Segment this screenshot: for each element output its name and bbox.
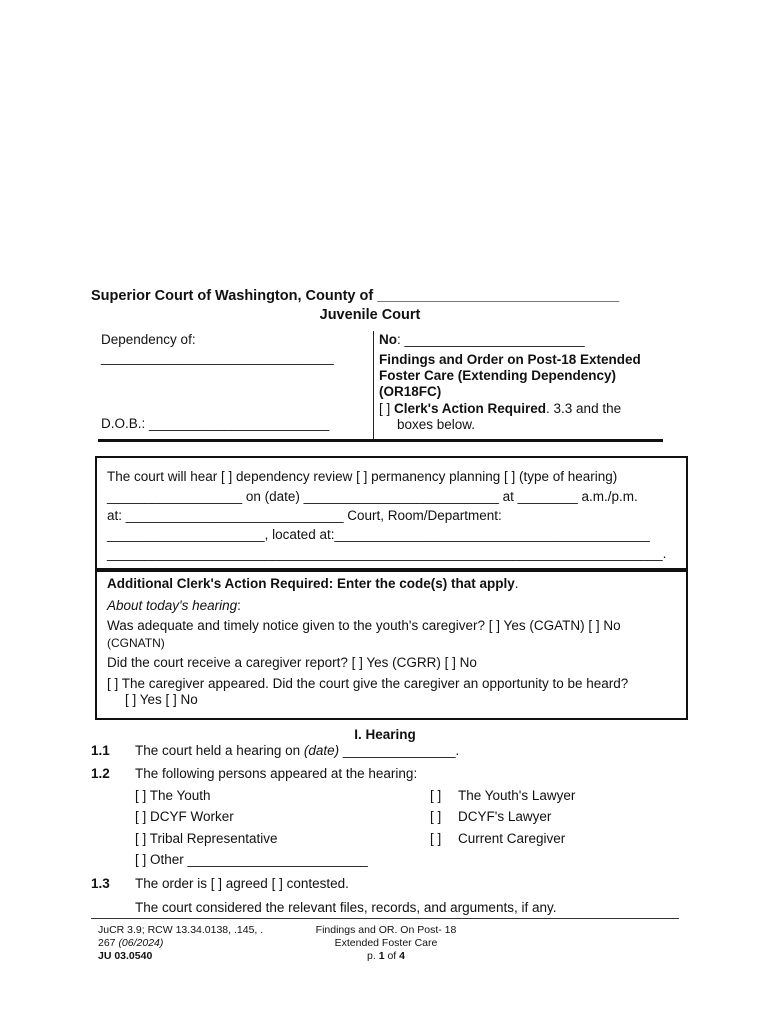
person-dcyf-lawyer-label: DCYF's Lawyer xyxy=(458,809,552,824)
item-1-1-date-label: (date) xyxy=(303,743,340,758)
caregiver-heard-options[interactable]: [ ] Yes [ ] No xyxy=(125,692,198,707)
item-1-1-date-blank: _______________. xyxy=(339,743,460,758)
caption-divider xyxy=(373,331,374,440)
person-other-checkbox[interactable]: [ ] Other ________________________ xyxy=(135,852,368,867)
page-prefix: p. xyxy=(367,950,379,962)
person-dcyf-worker-checkbox[interactable]: [ ] DCYF Worker xyxy=(135,809,234,824)
caregiver-appeared-question[interactable]: [ ] The caregiver appeared. Did the court give the caregiver an opportunity to be heard? xyxy=(107,676,629,691)
footer-statute: JuCR 3.9; RCW 13.34.0138, .145, . xyxy=(98,924,264,936)
footer-title-2: Extended Foster Care xyxy=(334,937,438,949)
page-current: 1 xyxy=(378,950,385,962)
about-hearing-label xyxy=(107,598,241,613)
notice-question[interactable]: Was adequate and timely notice given to the youth's caregiver? [ ] Yes (CGATN) [ ] No xyxy=(107,618,621,633)
caregiver-report-question[interactable]: Did the court receive a caregiver report? [ ] Yes (CGRR) [ ] No xyxy=(107,655,477,670)
hearing-line-4[interactable]: _____________________, located at:__________________________________________ xyxy=(107,527,650,542)
case-number-blank: : ________________________ xyxy=(397,332,585,347)
clerk-action-label: Clerk's Action Required xyxy=(394,401,547,416)
form-title-line1: Findings and Order on Post-18 Extended xyxy=(379,352,641,367)
section-hearing-title: I. Hearing xyxy=(354,727,416,742)
item-1-3-text[interactable]: The order is [ ] agreed [ ] contested. xyxy=(135,876,349,891)
footer-rule xyxy=(91,918,679,919)
considered-records-text: The court considered the relevant files, records, and arguments, if any. xyxy=(135,900,557,915)
hearing-line-3[interactable]: at: _____________________________ Court, Room/Department: xyxy=(107,508,502,523)
court-subtitle: Juvenile Court xyxy=(319,307,421,323)
item-1-1-text[interactable] xyxy=(135,743,459,758)
footer-revision-date: (06/2024) xyxy=(118,937,164,949)
person-current-caregiver-box[interactable]: [ ] xyxy=(430,831,442,846)
item-1-3-number: 1.3 xyxy=(91,876,110,891)
case-number-label: No xyxy=(379,332,397,347)
footer-form-number: JU 03.0540 xyxy=(98,950,153,962)
page-of: of xyxy=(384,950,400,962)
clerk-action-text: . 3.3 and the xyxy=(546,401,622,416)
person-current-caregiver-label: Current Caregiver xyxy=(458,831,566,846)
item-1-1-pre: The court held a hearing on xyxy=(135,743,304,758)
about-hearing-colon: : xyxy=(237,598,241,613)
page-total: 4 xyxy=(399,950,405,962)
person-tribal-rep-checkbox[interactable]: [ ] Tribal Representative xyxy=(135,831,278,846)
notice-question-code: (CGNATN) xyxy=(107,636,165,650)
additional-clerk-heading-text: Additional Clerk's Action Required: Enter the code(s) that apply xyxy=(107,576,515,591)
hearing-line-1[interactable]: The court will hear [ ] dependency review [ ] permanency planning [ ] (type of hearing) xyxy=(107,469,618,484)
dependency-of-label: Dependency of: xyxy=(101,332,196,347)
person-dcyf-lawyer-box[interactable]: [ ] xyxy=(430,809,442,824)
form-title-code: (OR18FC) xyxy=(379,384,442,399)
item-1-2-number: 1.2 xyxy=(91,766,110,781)
case-number-field[interactable] xyxy=(379,332,585,347)
form-title-line2: Foster Care (Extending Dependency) xyxy=(379,368,617,383)
additional-clerk-heading xyxy=(107,576,519,591)
clerk-action-checkbox[interactable]: [ ] xyxy=(379,401,391,416)
hearing-line-5[interactable]: __________________________________________________________________________. xyxy=(107,546,667,561)
footer-title-1: Findings and OR. On Post- 18 xyxy=(315,924,457,936)
footer-statute-date xyxy=(98,937,163,949)
court-title: Superior Court of Washington, County of ______________________________ xyxy=(91,288,620,304)
item-1-2-text: The following persons appeared at the hearing: xyxy=(135,766,418,781)
footer-page-number xyxy=(286,950,486,962)
about-hearing-text: About today's hearing xyxy=(107,598,238,613)
hearing-line-2[interactable]: __________________ on (date) __________________________ at ________ a.m./p.m. xyxy=(107,489,638,504)
clerk-action-line xyxy=(379,401,621,416)
dependency-name-blank[interactable]: _______________________________ xyxy=(101,350,334,365)
dob-field[interactable]: D.O.B.: ________________________ xyxy=(101,416,330,431)
person-youth-lawyer-box[interactable]: [ ] xyxy=(430,788,442,803)
person-youth-checkbox[interactable]: [ ] The Youth xyxy=(135,788,211,803)
clerk-action-text-2: boxes below. xyxy=(397,417,476,432)
heading-period: . xyxy=(514,576,519,591)
item-1-1-number: 1.1 xyxy=(91,743,110,758)
person-youth-lawyer-label: The Youth's Lawyer xyxy=(458,788,576,803)
caption-bottom-rule xyxy=(98,439,663,442)
footer-statute-cont: 267 xyxy=(98,937,119,949)
